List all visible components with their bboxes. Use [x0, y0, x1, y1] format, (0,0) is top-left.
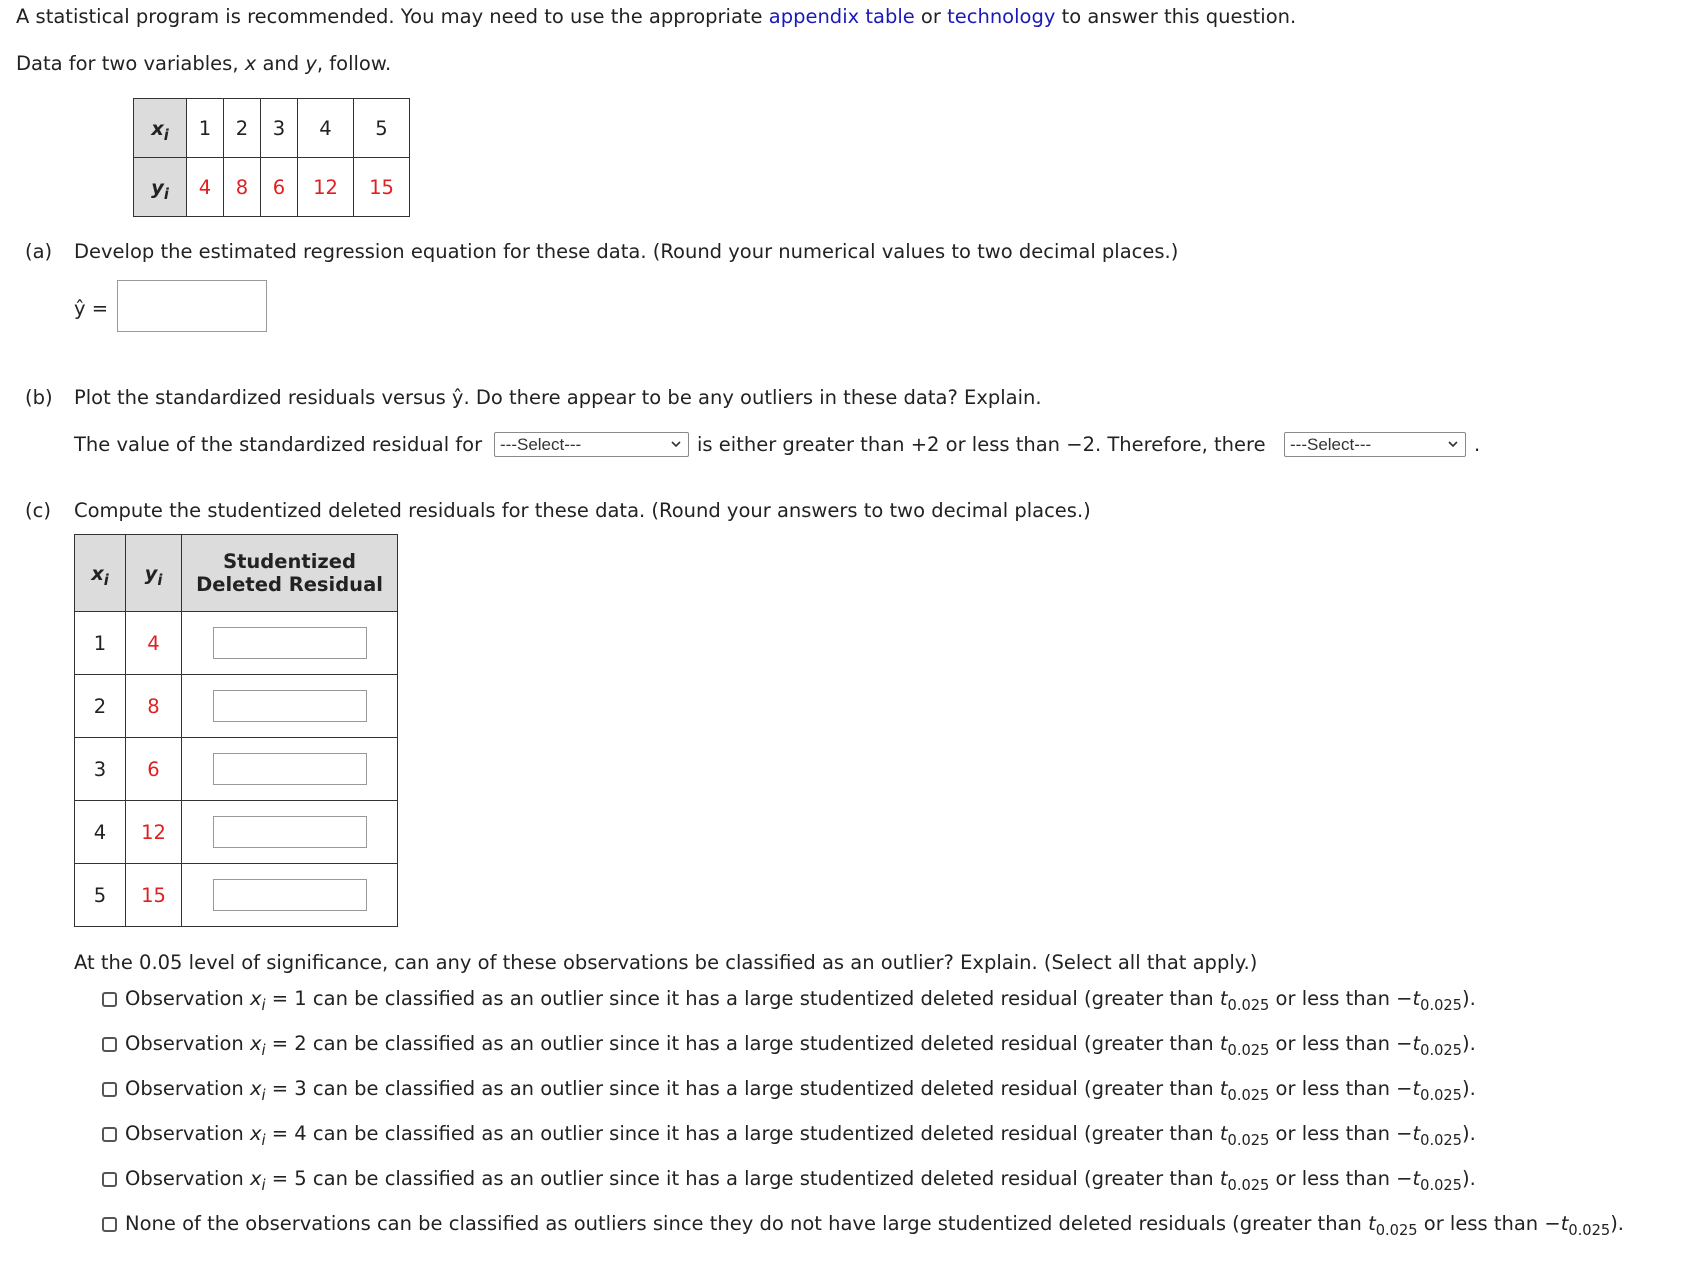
x-value: 3 — [261, 99, 298, 158]
outlier-question: At the 0.05 level of significance, can any of these observations be classified as an outlier? Explain. (Select all that apply.) — [74, 951, 1258, 974]
outlier-option-1[interactable]: Observation $x_i = 1$ can be classified as an outlier since it has a large studentized deleted residual (greater than $t_{0.025}$ or less than $-t_{0.025}$). — [102, 987, 1476, 1010]
y-value: 8 — [224, 158, 261, 217]
table-row — [75, 675, 398, 738]
x-value: 2 — [224, 99, 261, 158]
observation-select[interactable]: ---Select--- — [494, 432, 689, 457]
resid-cell — [182, 675, 398, 738]
x-row — [134, 99, 410, 158]
x-value: 1 — [187, 99, 224, 158]
row-x: 5 — [75, 864, 126, 927]
y-row — [134, 158, 410, 217]
table-row — [75, 864, 398, 927]
part-b-sentence-start: The value of the standardized residual for — [74, 433, 483, 456]
resid-cell — [182, 738, 398, 801]
technology-link[interactable]: technology — [947, 5, 1056, 28]
part-a-question: Develop the estimated regression equation for these data. (Round your numerical values to two decimal places.) — [74, 240, 1179, 263]
data-intro: Data for two variables, x and y, follow. — [16, 52, 392, 75]
col-y-header: $y_i$ — [126, 535, 182, 612]
intro-text: A statistical program is recommended. You may need to use the appropriate appendix table or technology to answer this question. — [16, 5, 1297, 28]
y-value: 6 — [261, 158, 298, 217]
row-x: 3 — [75, 738, 126, 801]
resid-input-3[interactable] — [213, 753, 367, 785]
outlier-option-none[interactable]: None of the observations can be classified as outliers since they do not have large studentized deleted residuals (greater than $t_{0.025}$ or less than $-t_{0.025}$). — [102, 1212, 1624, 1235]
row-x: 1 — [75, 612, 126, 675]
chevron-down-icon — [1447, 438, 1459, 450]
residual-table-header — [75, 535, 398, 612]
part-b-label: (b) — [25, 386, 53, 409]
y-value: 15 — [354, 158, 410, 217]
outlier-conclusion-select[interactable]: ---Select--- — [1284, 432, 1466, 457]
checkbox[interactable] — [102, 1082, 117, 1097]
row-y: 4 — [126, 612, 182, 675]
data-table — [133, 98, 410, 217]
checkbox[interactable] — [102, 1172, 117, 1187]
chevron-down-icon — [670, 438, 682, 450]
resid-input-4[interactable] — [213, 816, 367, 848]
table-row — [75, 738, 398, 801]
outlier-option-4[interactable]: Observation $x_i = 4$ can be classified as an outlier since it has a large studentized deleted residual (greater than $t_{0.025}$ or less than $-t_{0.025}$). — [102, 1122, 1476, 1145]
checkbox[interactable] — [102, 1127, 117, 1142]
x-header: $x_i$ — [134, 99, 187, 158]
col-resid-header: Studentized Deleted Residual — [182, 535, 398, 612]
row-x: 2 — [75, 675, 126, 738]
y-header: $y_i$ — [134, 158, 187, 217]
regression-equation-input[interactable] — [117, 280, 267, 332]
row-y: 12 — [126, 801, 182, 864]
resid-cell — [182, 864, 398, 927]
residual-table — [74, 534, 398, 927]
part-b-question: Plot the standardized residuals versus ŷ. Do there appear to be any outliers in these data? Explain. — [74, 386, 1042, 409]
part-b-sentence-mid: is either greater than +2 or less than −2. Therefore, there — [697, 433, 1266, 456]
resid-cell — [182, 801, 398, 864]
checkbox[interactable] — [102, 1217, 117, 1232]
x-value: 5 — [354, 99, 410, 158]
outlier-option-5[interactable]: Observation $x_i = 5$ can be classified as an outlier since it has a large studentized deleted residual (greater than $t_{0.025}$ or less than $-t_{0.025}$). — [102, 1167, 1476, 1190]
checkbox[interactable] — [102, 992, 117, 1007]
resid-input-1[interactable] — [213, 627, 367, 659]
row-x: 4 — [75, 801, 126, 864]
checkbox[interactable] — [102, 1037, 117, 1052]
row-y: 6 — [126, 738, 182, 801]
row-y: 8 — [126, 675, 182, 738]
resid-input-5[interactable] — [213, 879, 367, 911]
y-value: 4 — [187, 158, 224, 217]
resid-input-2[interactable] — [213, 690, 367, 722]
resid-cell — [182, 612, 398, 675]
part-b-sentence-end: . — [1474, 433, 1481, 456]
y-value: 12 — [298, 158, 354, 217]
table-row — [75, 801, 398, 864]
part-a-label: (a) — [25, 240, 53, 263]
x-value: 4 — [298, 99, 354, 158]
row-y: 15 — [126, 864, 182, 927]
table-row — [75, 612, 398, 675]
part-c-label: (c) — [25, 499, 51, 522]
y-hat-label: ŷ = — [74, 297, 109, 320]
appendix-table-link[interactable]: appendix table — [768, 5, 915, 28]
outlier-option-2[interactable]: Observation $x_i = 2$ can be classified as an outlier since it has a large studentized deleted residual (greater than $t_{0.025}$ or less than $-t_{0.025}$). — [102, 1032, 1476, 1055]
outlier-option-3[interactable]: Observation $x_i = 3$ can be classified as an outlier since it has a large studentized deleted residual (greater than $t_{0.025}$ or less than $-t_{0.025}$). — [102, 1077, 1476, 1100]
part-c-question: Compute the studentized deleted residuals for these data. (Round your answers to two decimal places.) — [74, 499, 1091, 522]
col-x-header: $x_i$ — [75, 535, 126, 612]
